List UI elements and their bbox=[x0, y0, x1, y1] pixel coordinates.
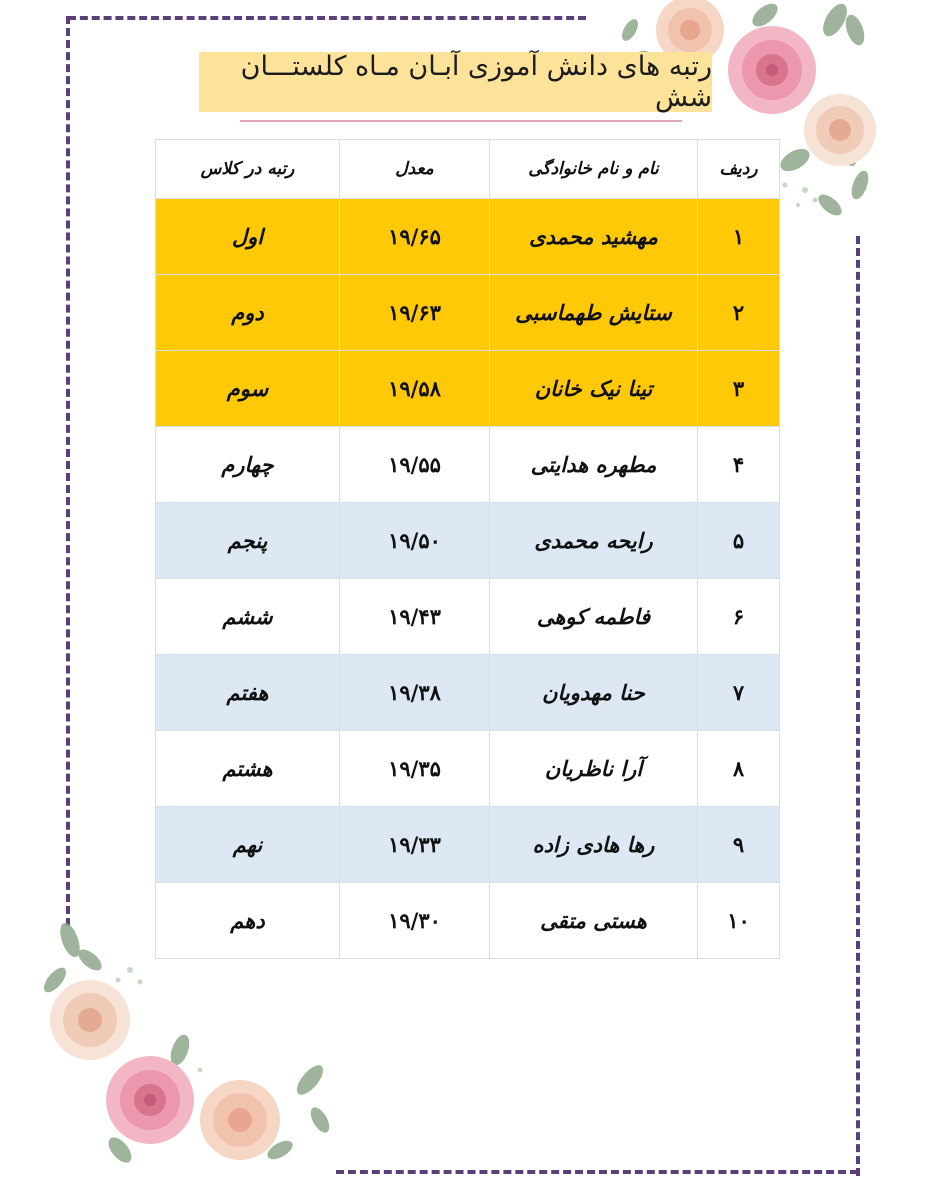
cell-average: ۱۹/۵۵ bbox=[340, 427, 490, 503]
header-full-name: نام و نام خانوادگی bbox=[490, 140, 698, 199]
cell-average: ۱۹/۳۸ bbox=[340, 655, 490, 731]
student-ranking-table bbox=[155, 139, 780, 959]
cell-average: ۱۹/۳۰ bbox=[340, 883, 490, 959]
table-row bbox=[156, 503, 780, 579]
cell-row-number: ۸ bbox=[698, 731, 780, 807]
cell-class-rank: هفتم bbox=[156, 655, 340, 731]
cell-full-name: مطهره هدایتی bbox=[490, 427, 698, 503]
header-average: معدل bbox=[340, 140, 490, 199]
table-row bbox=[156, 351, 780, 427]
table-row bbox=[156, 807, 780, 883]
table-row bbox=[156, 731, 780, 807]
cell-full-name: حنا مهدویان bbox=[490, 655, 698, 731]
cell-class-rank: ششم bbox=[156, 579, 340, 655]
cell-class-rank: نهم bbox=[156, 807, 340, 883]
cell-class-rank: هشتم bbox=[156, 731, 340, 807]
header-class-rank: رتبه در کلاس bbox=[156, 140, 340, 199]
cell-average: ۱۹/۶۵ bbox=[340, 199, 490, 275]
cell-full-name: رها هادی زاده bbox=[490, 807, 698, 883]
cell-row-number: ۹ bbox=[698, 807, 780, 883]
table-row bbox=[156, 579, 780, 655]
table-row bbox=[156, 883, 780, 959]
cell-full-name: فاطمه کوهی bbox=[490, 579, 698, 655]
cell-class-rank: اول bbox=[156, 199, 340, 275]
page-title: رتبه های دانش آموزی آبـان مـاه کلستـــان شش bbox=[199, 52, 712, 112]
cell-average: ۱۹/۶۳ bbox=[340, 275, 490, 351]
cell-row-number: ۳ bbox=[698, 351, 780, 427]
cell-class-rank: چهارم bbox=[156, 427, 340, 503]
header-row-number: ردیف bbox=[698, 140, 780, 199]
cell-full-name: آرا ناظریان bbox=[490, 731, 698, 807]
cell-row-number: ۶ bbox=[698, 579, 780, 655]
cell-class-rank: پنجم bbox=[156, 503, 340, 579]
cell-average: ۱۹/۳۵ bbox=[340, 731, 490, 807]
cell-class-rank: دوم bbox=[156, 275, 340, 351]
cell-average: ۱۹/۵۰ bbox=[340, 503, 490, 579]
cell-row-number: ۷ bbox=[698, 655, 780, 731]
table-row bbox=[156, 199, 780, 275]
table-row bbox=[156, 275, 780, 351]
cell-average: ۱۹/۵۸ bbox=[340, 351, 490, 427]
cell-full-name: تینا نیک خانان bbox=[490, 351, 698, 427]
frame-top-border bbox=[68, 16, 586, 20]
frame-right-border bbox=[856, 236, 860, 1176]
cell-full-name: رایحه محمدی bbox=[490, 503, 698, 579]
cell-row-number: ۵ bbox=[698, 503, 780, 579]
cell-class-rank: سوم bbox=[156, 351, 340, 427]
cell-row-number: ۱۰ bbox=[698, 883, 780, 959]
table-row bbox=[156, 427, 780, 503]
table-header-row bbox=[156, 140, 780, 199]
frame-bottom-border bbox=[336, 1170, 858, 1174]
cell-class-rank: دهم bbox=[156, 883, 340, 959]
cell-full-name: مهشید محمدی bbox=[490, 199, 698, 275]
cell-full-name: هستی متقی bbox=[490, 883, 698, 959]
cell-row-number: ۲ bbox=[698, 275, 780, 351]
cell-row-number: ۴ bbox=[698, 427, 780, 503]
cell-average: ۱۹/۴۳ bbox=[340, 579, 490, 655]
cell-average: ۱۹/۳۳ bbox=[340, 807, 490, 883]
cell-row-number: ۱ bbox=[698, 199, 780, 275]
table-row bbox=[156, 655, 780, 731]
cell-full-name: ستایش طهماسبی bbox=[490, 275, 698, 351]
title-underline bbox=[240, 120, 682, 122]
frame-left-border bbox=[66, 16, 70, 926]
